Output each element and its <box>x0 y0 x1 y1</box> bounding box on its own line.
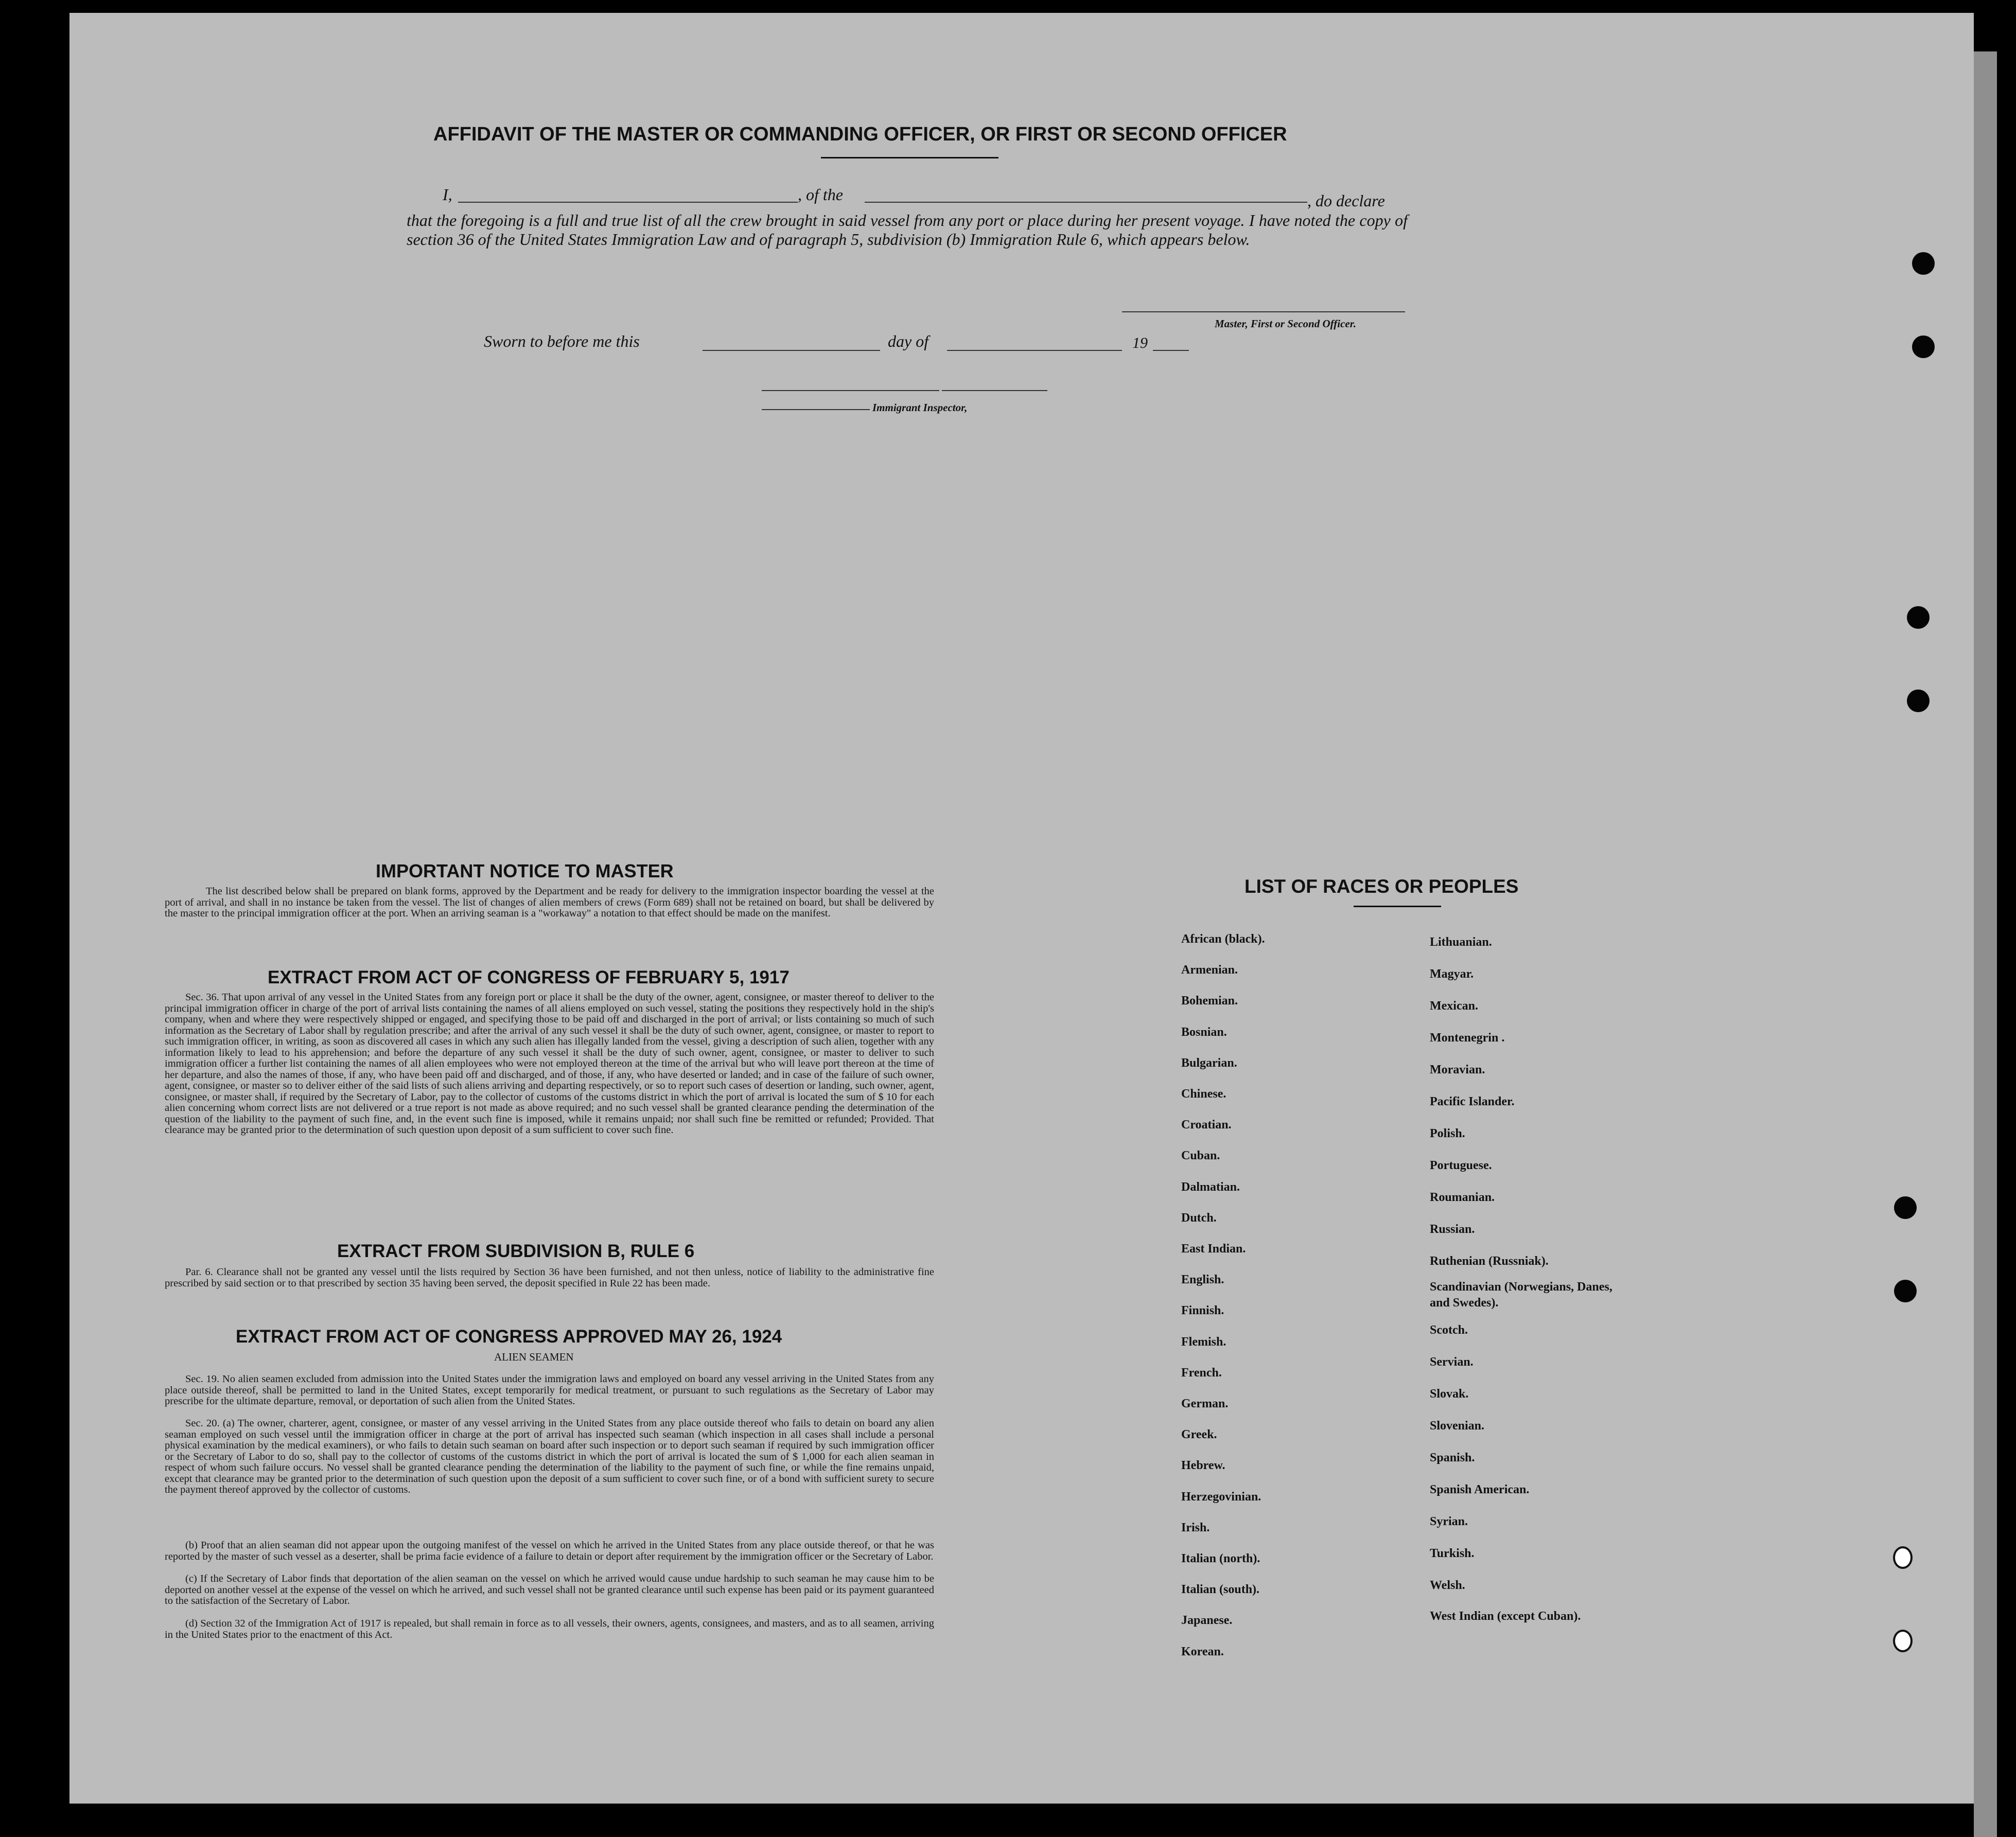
race-item: West Indian (except Cuban). <box>1430 1610 1581 1623</box>
race-item: Polish. <box>1430 1127 1465 1140</box>
races-col2 <box>1430 926 1620 1646</box>
page-edge <box>1974 51 1997 1837</box>
race-item: Bulgarian. <box>1181 1056 1237 1070</box>
extract-rule6-text: Par. 6. Clearance shall not be granted any vessel until the lists required by Section 36 have been furnished, and not then unless, notice of liability to the administrative fine prescribed by said section or to that prescribed by section 35 having been served, the deposit specified in Rule 22 has been made. <box>165 1266 934 1289</box>
race-item: Slovenian. <box>1430 1419 1485 1433</box>
affidavit-body: that the foregoing is a full and true list of all the crew brought in said vessel from any port or place during her present voyage. I have noted the copy of section 36 of the United States Immigration Law and of paragraph 5, subdivision (b) Immigration Rule 6, which appears below. <box>407 211 1408 249</box>
inspector-label: Immigrant Inspector, <box>872 401 968 414</box>
race-item: Finnish. <box>1181 1304 1224 1318</box>
race-item: Italian (south). <box>1181 1583 1260 1597</box>
vessel-blank <box>865 202 1307 203</box>
race-item: Russian. <box>1430 1223 1475 1236</box>
race-item: English. <box>1181 1273 1224 1287</box>
race-item: Slovak. <box>1430 1387 1469 1401</box>
notice-text: The list described below shall be prepared on blank forms, approved by the Department and be ready for delivery to the immigration inspector boarding the vessel at the port of arrival, and shall in no instance be taken from the vessel. The list of changes of alien members of crews (Form 689) shall not be retained on board, but shall be delivered by the master to the principal immigration officer at the port. When an arriving seaman is a "workaway" a notation to that effect should be made on the manifest. <box>165 886 934 919</box>
race-item: Bohemian. <box>1181 994 1238 1008</box>
extract-1924-para: Sec. 20. (a) The owner, charterer, agent, consignee, or master of any vessel arriving in the United States from any place outside thereof who fails to detain on board any alien seaman employed on such vessel until the immigration officer in charge at the port of arrival has inspected such seaman (which inspection in all cases shall include a personal physical examination by the medical examiners), or who fails to detain such seaman on board after such inspection or to deport such seaman if required by such immigration officer or the Secretary of Labor to do so, shall pay to the collector of customs of the customs district in which the port of arrival is located the sum of $ 1,000 for each alien seaman in respect of whom such failure occurs. No vessel shall be granted clearance pending the determination of the liability to the payment of such fine, or while the fine remains unpaid, except that clearance may be granted prior to the determination of such question upon the deposit of a sum sufficient to cover such fine, or of a bond with sufficient surety to secure the payment thereof approved by the collector of customs. <box>165 1418 934 1495</box>
race-item: Montenegrin . <box>1430 1031 1505 1045</box>
punch-hole <box>1912 335 1935 358</box>
inspector-line-2 <box>942 390 1047 391</box>
race-item: French. <box>1181 1366 1222 1380</box>
signature-label: Master, First or Second Officer. <box>1215 317 1356 330</box>
declare-line-of: , of the <box>798 185 843 204</box>
sworn-year-blank <box>1153 350 1189 351</box>
race-item: Spanish. <box>1430 1451 1475 1464</box>
race-item: Scotch. <box>1430 1323 1468 1337</box>
extract-rule6-title: EXTRACT FROM SUBDIVISION B, RULE 6 <box>337 1241 695 1261</box>
race-item: German. <box>1181 1397 1229 1411</box>
declare-line-start: I, <box>443 185 452 204</box>
punch-hole <box>1893 1546 1913 1569</box>
race-item: Turkish. <box>1430 1547 1475 1560</box>
race-item: Croatian. <box>1181 1118 1232 1132</box>
races-title: LIST OF RACES OR PEOPLES <box>1244 876 1519 897</box>
extract-1917-text: Sec. 36. That upon arrival of any vessel in the United States from any foreign port or place it shall be the duty of the owner, agent, consignee, or master thereof to deliver to the principal immigration officer in charge of the port of arrival lists containing the names of all aliens employed on such vessel, stating the positions they respectively hold in the ship's company, when and where they were respectively shipped or engaged, and specifying those to be paid off and discharged in the port of arrival; or lists containing so much of such information as the Secretary of Labor shall by regulation prescribe; and after the arrival of any such vessel it shall be the duty of such owner, agent, consignee, or master to report to such immigration officer, in writing, as soon as discovered all cases in which any such alien has illegally landed from the vessel, giving a description of such alien, together with any information likely to lead to his apprehension; and before the departure of any such vessel it shall be the duty of such owner, agent, consignee, or master to deliver to such immigration officer a further list containing the names of all alien employees who were not employed thereon at the time of the arrival but who will leave port thereon at the time of her departure, and also the names of those, if any, who have been paid off and discharged, and of those, if any, who have deserted or landed; and in case of the failure of such owner, agent, consignee, or master so to deliver either of the said lists of such aliens arriving and departing respectively, or so to report such cases of desertion or landing, such owner, agent, consignee, or master shall, if required by the Secretary of Labor, pay to the collector of customs of the customs district in which the port of arrival is located the sum of $ 10 for each alien concerning whom correct lists are not delivered or a true report is not made as above required; and no such vessel shall be granted clearance pending the determination of the question of the liability to the payment of such fine, and, in the event such fine is imposed, while it remains unpaid; nor shall such fine be remitted or refunded; Provided. That clearance may be granted prior to the determination of such question upon deposit of a sum sufficient to cover such fine. <box>165 992 934 1136</box>
race-item: Pacific Islander. <box>1430 1095 1515 1108</box>
punch-hole <box>1912 252 1935 275</box>
sworn-day-label: day of <box>888 332 929 350</box>
race-item: Servian. <box>1430 1355 1474 1369</box>
race-item: Dalmatian. <box>1181 1180 1240 1194</box>
extract-1924-para: Sec. 19. No alien seamen excluded from admission into the United States under the immigration laws and employed on board any vessel arriving in the United States from any place outside thereof, shall be permitted to land in the United States, except temporarily for medical treatment, or pursuant to such regulations as the Secretary of Labor may prescribe for the ultimate departure, removal, or deportation of such alien from the United States. <box>165 1373 934 1407</box>
sworn-month-blank <box>947 350 1122 351</box>
sworn-prefix: Sworn to before me this <box>484 332 640 350</box>
race-item: East Indian. <box>1181 1242 1246 1256</box>
race-item: Portuguese. <box>1430 1159 1492 1172</box>
race-item: Chinese. <box>1181 1087 1226 1101</box>
race-item: Scandinavian (Norwegians, Danes, and Swedes). <box>1430 1280 1612 1310</box>
race-item: Hebrew. <box>1181 1459 1225 1473</box>
extract-1924-para: (b) Proof that an alien seaman did not appear upon the outgoing manifest of the vessel on which he arrived in the United States from any place outside thereof, or that he was reported by the master of such vessel as a deserter, shall be prima facie evidence of a failure to detain or deport after requirement by the immigration officer or the Secretary of Labor. <box>165 1540 934 1562</box>
race-item: Cuban. <box>1181 1149 1220 1163</box>
signature-line <box>1122 311 1405 312</box>
race-item: Magyar. <box>1430 967 1474 981</box>
punch-hole <box>1894 1196 1917 1219</box>
race-item: Bosnian. <box>1181 1025 1227 1039</box>
inspector-line-3 <box>762 409 870 410</box>
declare-line-end: , do declare <box>1307 191 1385 210</box>
extract-1924-title: EXTRACT FROM ACT OF CONGRESS APPROVED MAY 26, 1924 <box>236 1327 782 1347</box>
race-item: Herzegovinian. <box>1181 1490 1261 1504</box>
punch-hole <box>1907 690 1930 712</box>
name-blank <box>458 202 798 203</box>
extract-1924-para: (d) Section 32 of the Immigration Act of 1917 is repealed, but shall remain in force as to all vessels, their owners, agents, consignees, and masters, and as to all seamen, arriving in the United States prior to the enactment of this Act. <box>165 1618 934 1640</box>
race-item: Moravian. <box>1430 1063 1485 1076</box>
race-item: Irish. <box>1181 1521 1210 1534</box>
race-item: Japanese. <box>1181 1614 1233 1628</box>
race-item: Welsh. <box>1430 1579 1465 1592</box>
extract-1924-subtitle: ALIEN SEAMEN <box>494 1351 574 1363</box>
affidavit-title: AFFIDAVIT OF THE MASTER OR COMMANDING OFFICER, OR FIRST OR SECOND OFFICER <box>433 123 1287 145</box>
race-item: Lithuanian. <box>1430 935 1492 949</box>
title-underline <box>821 157 998 158</box>
race-item: Armenian. <box>1181 963 1238 977</box>
race-item: Korean. <box>1181 1645 1224 1658</box>
race-item: Flemish. <box>1181 1335 1226 1349</box>
race-item: Syrian. <box>1430 1515 1468 1528</box>
notice-title: IMPORTANT NOTICE TO MASTER <box>376 860 674 881</box>
race-item: African (black). <box>1181 932 1265 946</box>
punch-hole <box>1894 1280 1917 1302</box>
sworn-day-blank <box>703 350 880 351</box>
race-item: Spanish American. <box>1430 1483 1530 1496</box>
inspector-line <box>762 390 939 391</box>
race-item: Italian (north). <box>1181 1552 1260 1566</box>
extract-1924-para: (c) If the Secretary of Labor finds that deportation of the alien seaman on the vessel on which he arrived would cause undue hardship to such seaman he may cause him to be deported on another vessel at the expense of the vessel on which he arrived, and such vessel shall not be granted clearance until such expense has been paid or its payment guaranteed to the satisfaction of the Secretary of Labor. <box>165 1573 934 1606</box>
punch-hole <box>1907 606 1930 629</box>
extract-1917-title: EXTRACT FROM ACT OF CONGRESS OF FEBRUARY 5, 1917 <box>268 967 790 987</box>
sworn-year: 19 <box>1132 334 1148 351</box>
race-item: Dutch. <box>1181 1211 1217 1225</box>
race-item: Roumanian. <box>1430 1191 1495 1204</box>
race-item: Mexican. <box>1430 999 1478 1013</box>
races-col1 <box>1181 924 1366 1667</box>
punch-hole <box>1893 1630 1913 1652</box>
race-item: Greek. <box>1181 1428 1217 1442</box>
races-underline <box>1354 906 1441 907</box>
race-item: Ruthenian (Russniak). <box>1430 1255 1549 1268</box>
